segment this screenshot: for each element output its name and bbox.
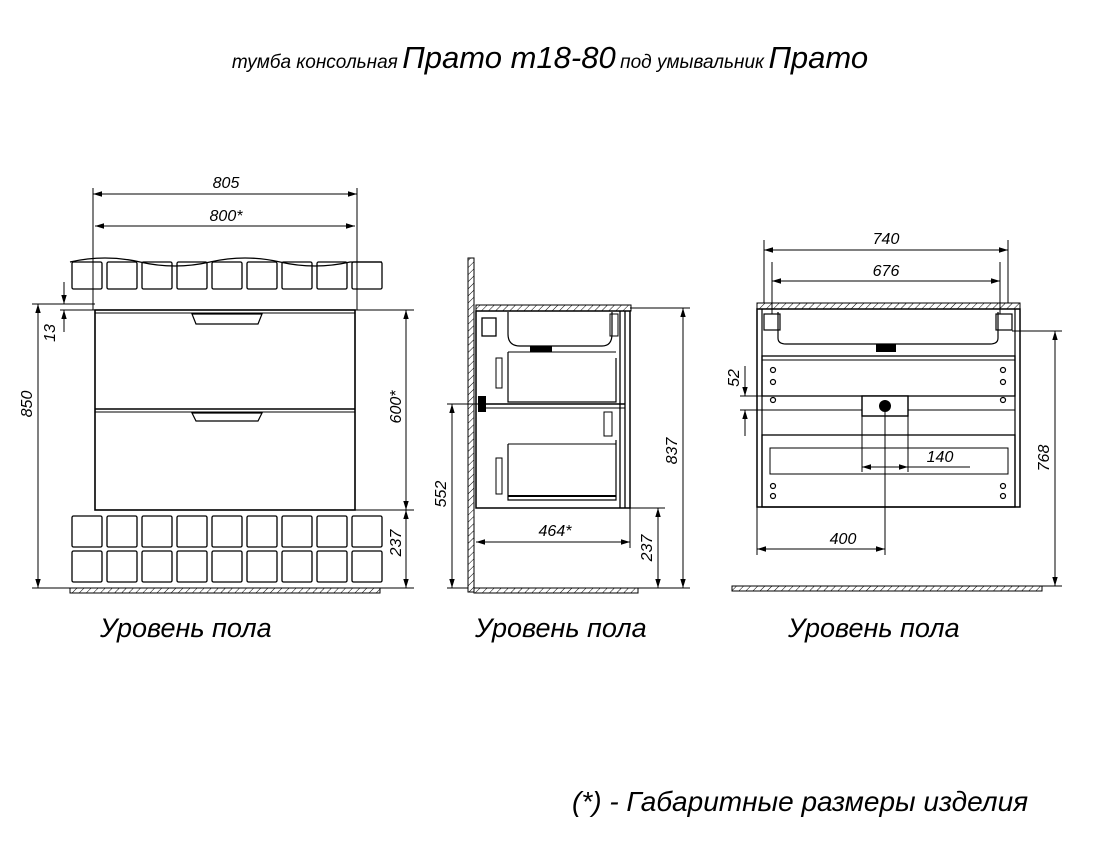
side-upper-drawer <box>508 352 616 402</box>
front-floor <box>70 588 380 593</box>
side-lower-drawer <box>508 440 616 500</box>
title-prefix: тумба консольная <box>231 52 398 73</box>
back-view <box>726 231 1062 643</box>
dim-depth: 464* <box>538 523 572 540</box>
wall-tile <box>177 551 207 582</box>
dim-cabinet-width: 800* <box>209 208 243 225</box>
back-floor-label: Уровень пола <box>788 613 960 643</box>
wall-tile <box>107 262 137 289</box>
title-sink: Прато <box>768 40 869 75</box>
dim-floor-gap-front: 237 <box>388 529 405 557</box>
side-wall <box>468 258 474 592</box>
wall-tile <box>352 551 382 582</box>
back-lower-drawer <box>762 435 1015 507</box>
wall-tile <box>107 551 137 582</box>
front-lower-handle <box>192 413 262 421</box>
dim-side-height: 837 <box>664 437 681 465</box>
wall-tile <box>212 516 242 547</box>
back-drain <box>876 344 896 352</box>
wall-tile <box>317 551 347 582</box>
wall-tile <box>72 262 102 289</box>
wall-tile <box>142 516 172 547</box>
dim-total-height: 850 <box>19 390 36 418</box>
front-upper-handle <box>192 314 262 324</box>
dim-cabinet-height: 600* <box>388 390 405 424</box>
front-cabinet <box>95 310 355 510</box>
back-floor <box>732 586 1042 591</box>
wall-tile <box>212 262 242 289</box>
wall-tile <box>142 551 172 582</box>
wall-tile <box>317 516 347 547</box>
side-floor-label: Уровень пола <box>475 613 647 643</box>
wall-tile <box>212 551 242 582</box>
dim-drawer-step: 52 <box>726 369 743 387</box>
front-floor-label: Уровень пола <box>100 613 272 643</box>
back-countertop <box>757 303 1020 309</box>
dim-cutout-offset: 400 <box>829 531 857 548</box>
wall-tile <box>352 516 382 547</box>
wall-tile <box>247 551 277 582</box>
wall-tile <box>247 262 277 289</box>
title-middle: под умывальник <box>620 52 765 73</box>
wall-tile <box>177 516 207 547</box>
side-floor <box>474 588 638 593</box>
dim-inner-width: 676 <box>872 263 900 280</box>
side-sink-bowl <box>508 312 612 346</box>
dim-back-height: 768 <box>1036 444 1053 472</box>
dim-total-width: 805 <box>212 175 240 192</box>
wall-tile <box>72 516 102 547</box>
side-countertop <box>476 305 631 311</box>
footnote: (*) - Габаритные размеры изделия <box>572 786 1029 817</box>
back-upper-drawer <box>762 356 1015 396</box>
side-drain <box>530 346 552 352</box>
dim-top-offset: 13 <box>42 324 59 342</box>
wall-tile <box>282 551 312 582</box>
dim-cutout-width: 140 <box>926 449 954 466</box>
side-view <box>433 258 690 643</box>
dim-outer-width: 740 <box>872 231 900 248</box>
title-model: Прато т18-80 <box>402 40 616 75</box>
back-sink-bowl <box>778 312 998 344</box>
dim-floor-gap-side: 237 <box>639 534 656 562</box>
mounting-holes <box>771 368 1006 499</box>
wall-tile <box>282 516 312 547</box>
wall-tile <box>247 516 277 547</box>
wall-tile <box>107 516 137 547</box>
side-cabinet <box>476 311 630 508</box>
wall-tile <box>72 551 102 582</box>
dim-mount-height: 552 <box>433 480 450 508</box>
front-view <box>19 175 414 643</box>
